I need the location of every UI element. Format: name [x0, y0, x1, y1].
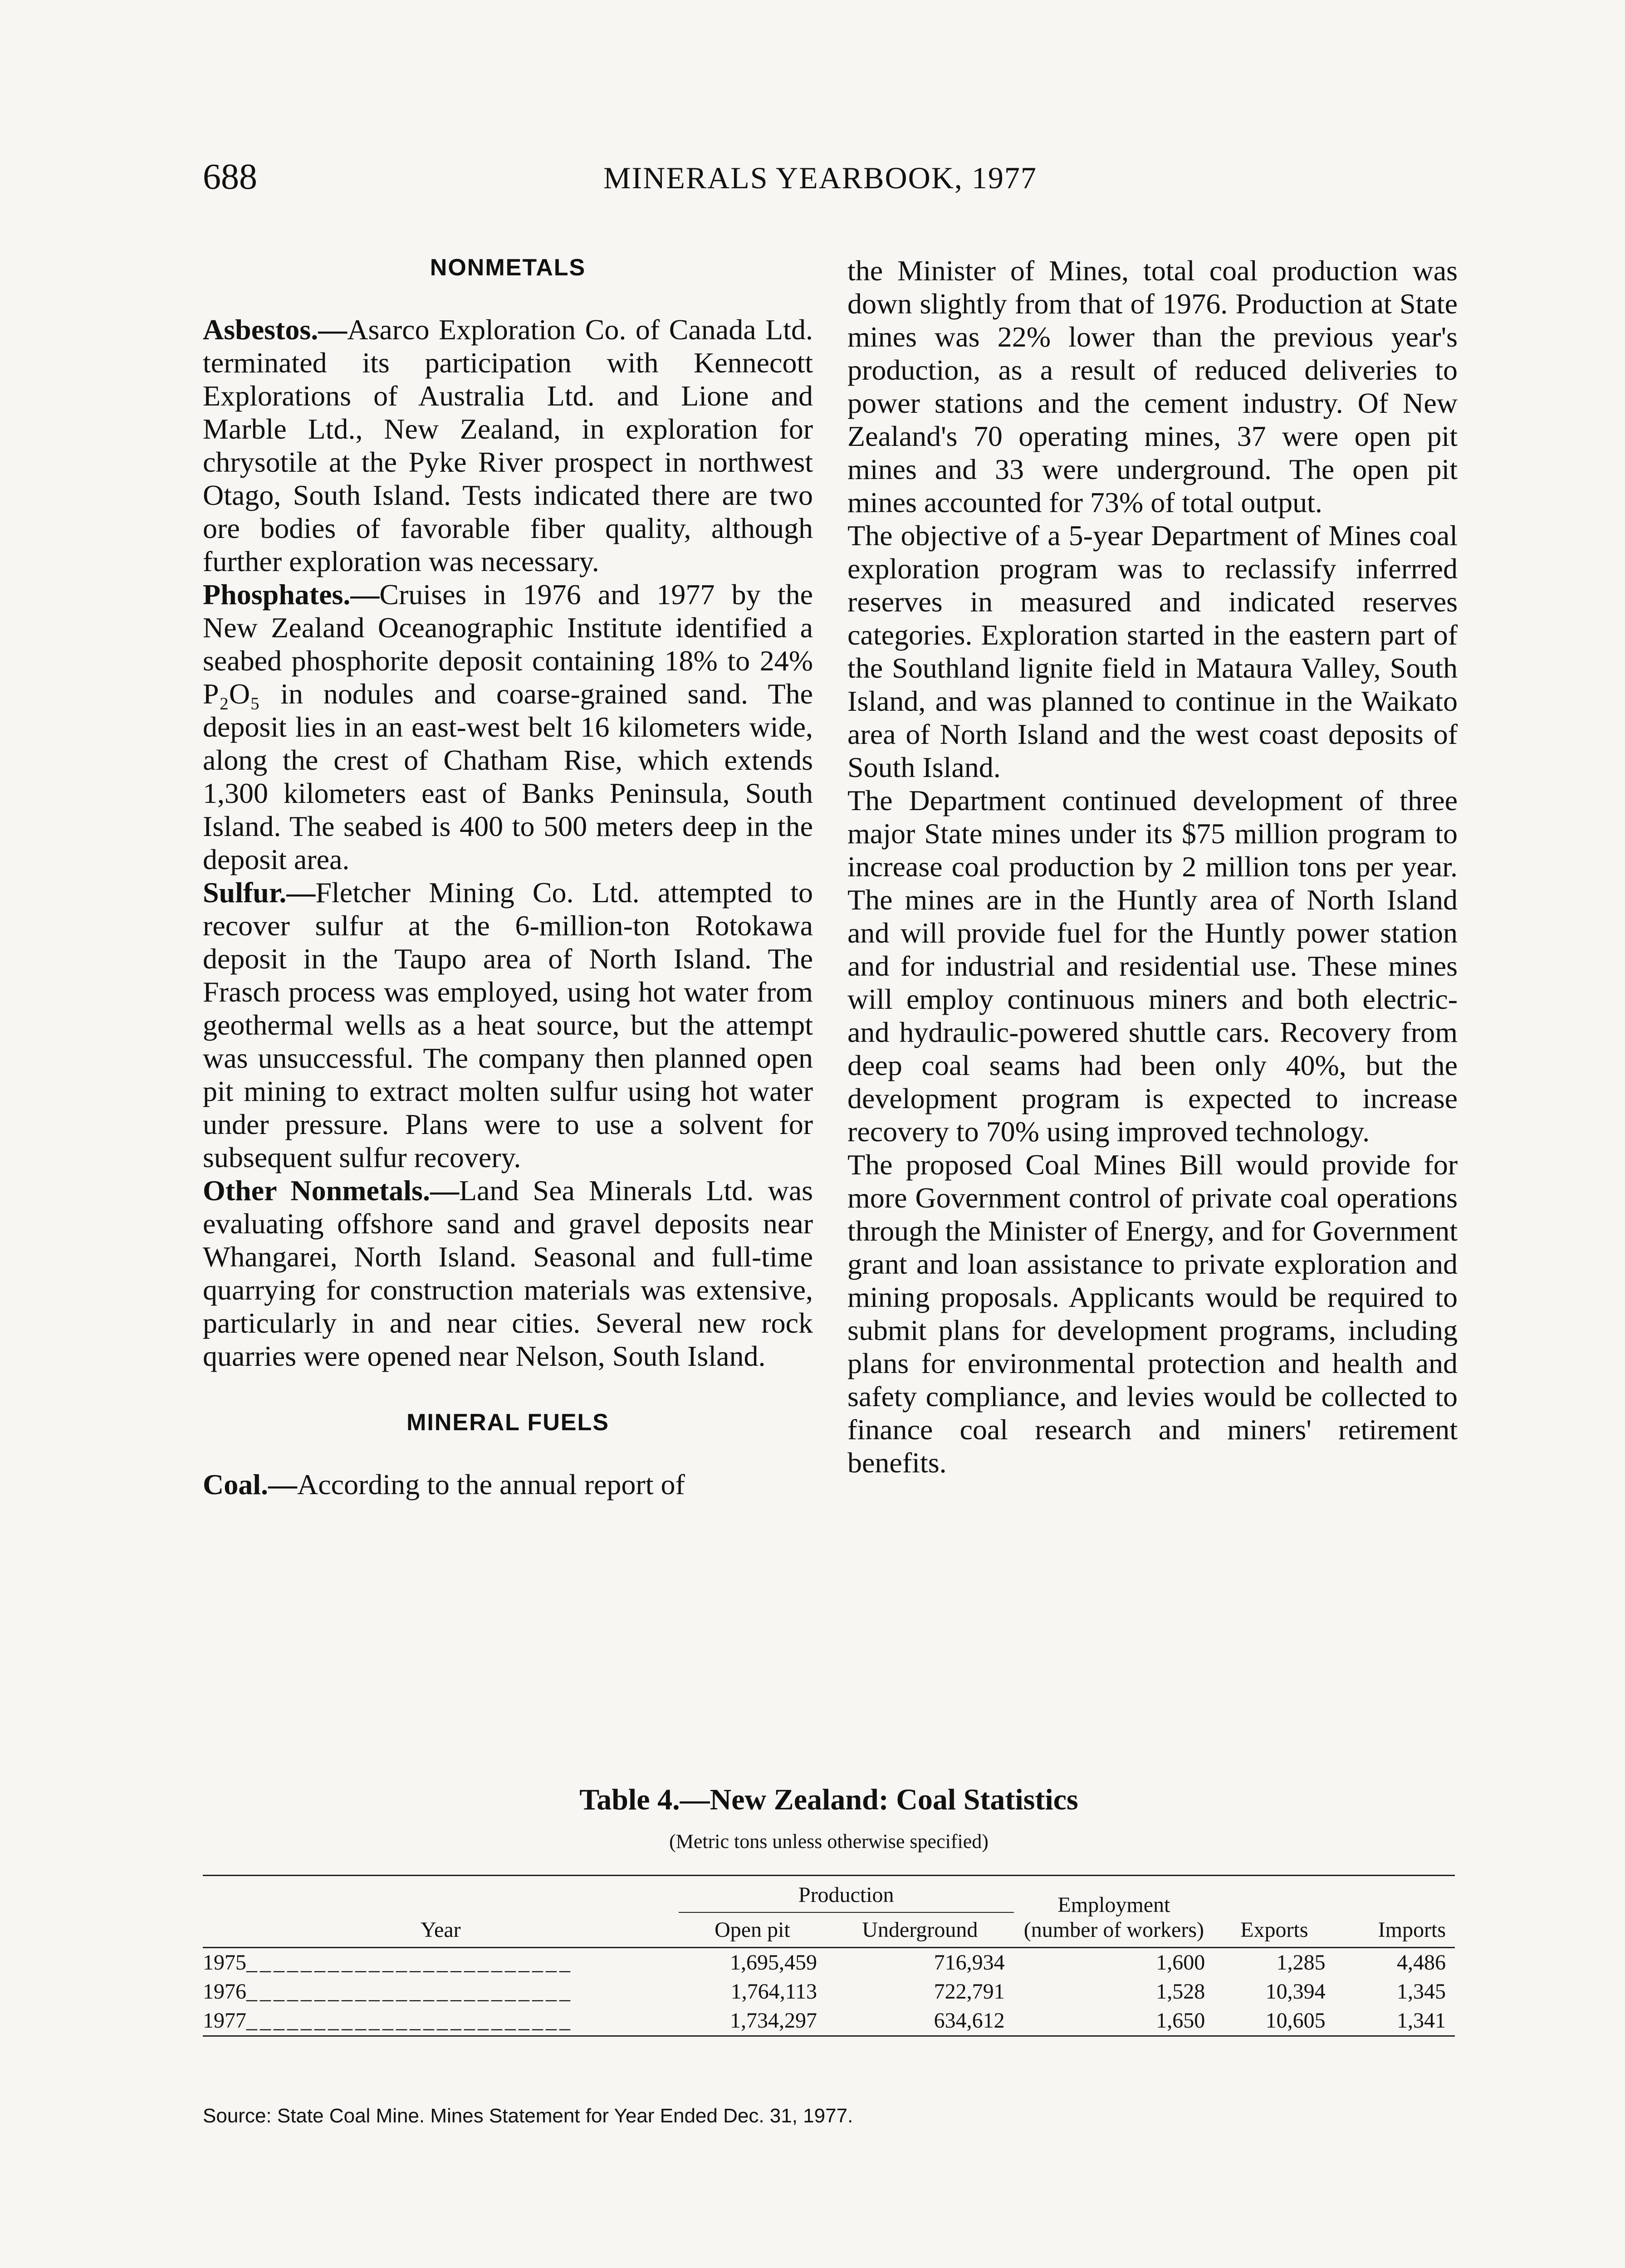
- row-underground: 722,791: [934, 1980, 1005, 2004]
- row-open-pit: 1,695,459: [730, 1950, 817, 1975]
- coal-text: According to the annual report of: [297, 1468, 685, 1501]
- row-imports: 1,341: [1397, 2009, 1446, 2033]
- coal-production-paragraph: the Minister of Mines, total coal production was down slightly from that of 1976. Production at State mines was 22% lower than the previous year's production, as a result of reduced deliveries to power stations and the cement industry. Of New Zealand's 70 operating mines, 37 were open pit mines and 33 were underground. The open pit mines accounted for 73% of total output.: [847, 254, 1458, 518]
- coal-statistics-table-block: [203, 1783, 1455, 2127]
- sulfur-lead: Sulfur.—: [203, 876, 316, 909]
- other-nonmetals-lead: Other Nonmetals.—: [203, 1174, 459, 1207]
- header-exports: Exports: [1214, 1876, 1334, 1948]
- table-title: Table 4.—New Zealand: Coal Statistics: [579, 1783, 1078, 1816]
- row-exports: 10,605: [1265, 2009, 1326, 2033]
- table-source-note: Source: State Coal Mine. Mines Statement for Year Ended Dec. 31, 1977.: [203, 2105, 853, 2127]
- row-open-pit: 1,764,113: [730, 1980, 817, 2004]
- asbestos-paragraph: [203, 313, 813, 578]
- row-exports: 1,285: [1276, 1950, 1326, 1975]
- header-production: Production: [679, 1876, 1014, 1913]
- row-employment: 1,528: [1156, 1980, 1205, 2004]
- asbestos-text: Asarco Exploration Co. of Canada Ltd. terminated its participation with Kennecott Explorations of Australia Ltd. and Lione and Marble Ltd., New Zealand, in exploration for chrysotile at the Pyke River prospect in northwest Otago, South Island. Tests indicated there are two ore bodies of favorable fiber quality, although further exploration was necessary.: [203, 313, 813, 577]
- coal-statistics-table: [203, 1875, 1455, 2037]
- sulfur-paragraph: [203, 876, 813, 1174]
- coal-paragraph: [203, 1468, 813, 1501]
- sulfur-text: Fletcher Mining Co. Ltd. attempted to recover sulfur at the 6-million-ton Rotokawa deposit in the Taupo area of North Island. The Frasch process was employed, using hot water from geothermal wells as a heat source, but the attempt was unsuccessful. The company then planned open pit mining to extract molten sulfur using hot water under pressure. Plans were to use a solvent for subsequent sulfur recovery.: [203, 876, 813, 1173]
- left-column: [203, 254, 813, 1501]
- row-year: 1976________________________: [203, 1980, 573, 2004]
- row-year: 1977________________________: [203, 2009, 573, 2033]
- mineral-fuels-heading: MINERAL FUELS: [406, 1409, 609, 1436]
- coal-lead: Coal.—: [203, 1468, 297, 1501]
- row-open-pit: 1,734,297: [730, 2009, 817, 2033]
- exploration-program-paragraph: The objective of a 5-year Department of Mines coal exploration program was to reclassify inferrred reserves in measured and indicated reserves categories. Exploration started in the eastern part of the Southland lignite field in Mataura Valley, South Island, and was planned to continue in the Waikato area of North Island and the west coast deposits of South Island.: [847, 519, 1458, 783]
- table-row: [203, 2006, 1455, 2036]
- row-underground: 634,612: [934, 2009, 1005, 2033]
- running-head: MINERALS YEARBOOK, 1977: [603, 161, 1037, 195]
- right-column: [847, 254, 1458, 1479]
- table-subtitle: (Metric tons unless otherwise specified): [669, 1830, 989, 1853]
- row-imports: 1,345: [1397, 1980, 1446, 2004]
- phosphates-lead: Phosphates.—: [203, 578, 380, 611]
- phosphates-paragraph: [203, 578, 813, 876]
- table-row: [203, 1977, 1455, 2006]
- row-year: 1975________________________: [203, 1950, 573, 1975]
- nonmetals-heading: NONMETALS: [430, 254, 586, 281]
- row-underground: 716,934: [934, 1950, 1005, 1975]
- header-year: Year: [203, 1876, 679, 1948]
- other-nonmetals-paragraph: [203, 1174, 813, 1373]
- row-imports: 4,486: [1397, 1950, 1446, 1975]
- state-mines-paragraph: The Department continued development of three major State mines under its $75 million program to increase coal production by 2 million tons per year. The mines are in the Huntly area of North Island and will provide fuel for the Huntly power station and for industrial and residential use. These mines will employ continuous miners and both electric- and hydraulic-powered shuttle cars. Recovery from deep coal seams had been only 40%, but the development program is expected to increase recovery to 70% using improved technology.: [847, 784, 1458, 1148]
- row-employment: 1,600: [1156, 1950, 1205, 1975]
- asbestos-lead: Asbestos.—: [203, 313, 348, 346]
- header-employment: Employment (number of workers): [1014, 1876, 1214, 1948]
- other-nonmetals-text: Land Sea Minerals Ltd. was evaluating offshore sand and gravel deposits near Whangarei, North Island. Seasonal and full-time quarrying for construction materials was extensive, particularly in and near cities. Several new rock quarries were opened near Nelson, South Island.: [203, 1174, 813, 1372]
- phosphates-text: Cruises in 1976 and 1977 by the New Zealand Oceanographic Institute identified a seabed phosphorite deposit containing 18% to 24% P₂O₅ in nodules and coarse-grained sand. The deposit lies in an east-west belt 16 kilometers wide, along the crest of Chatham Rise, which extends 1,300 kilometers east of Banks Peninsula, South Island. The seabed is 400 to 500 meters deep in the deposit area.: [203, 578, 813, 875]
- table-row: [203, 1948, 1455, 1978]
- row-employment: 1,650: [1156, 2009, 1205, 2033]
- header-open-pit: Open pit: [679, 1912, 826, 1948]
- header-imports: Imports: [1335, 1876, 1455, 1948]
- header-underground: Underground: [826, 1912, 1014, 1948]
- row-exports: 10,394: [1265, 1980, 1326, 2004]
- coal-mines-bill-paragraph: The proposed Coal Mines Bill would provide for more Government control of private coal operations through the Minister of Energy, and for Government grant and loan assistance to private exploration and mining proposals. Applicants would be required to submit plans for development programs, including plans for environmental protection and health and safety compliance, and levies would be collected to finance coal research and miners' retirement benefits.: [847, 1149, 1458, 1479]
- page-number: 688: [203, 157, 257, 197]
